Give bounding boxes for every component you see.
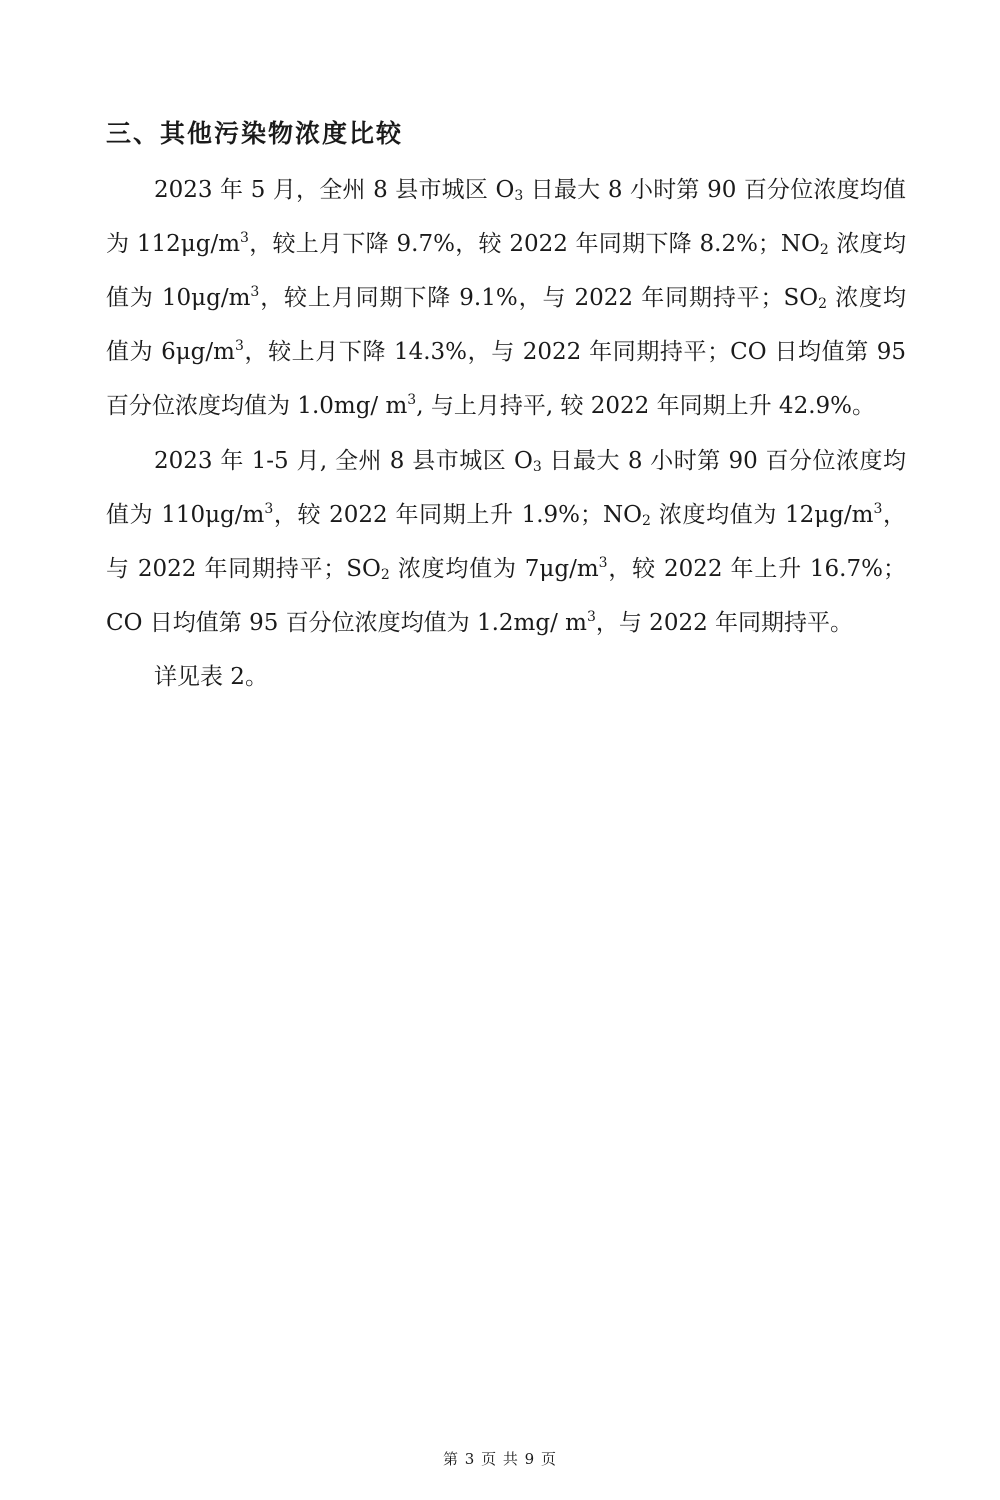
subscript: 2 xyxy=(819,242,829,258)
text-run: 2023 年 5 月，全州 8 县市城区 O xyxy=(154,177,515,203)
text-run: ，较上月同期下降 9.1%，与 2022 年同期持平；SO xyxy=(259,285,819,311)
superscript: 3 xyxy=(240,230,249,246)
subscript: 2 xyxy=(380,567,390,583)
text-run: , 与上月持平, 较 2022 年同期上升 42.9%。 xyxy=(416,393,875,419)
text-run: 浓度均值为 6μg/m xyxy=(106,285,907,365)
superscript: 3 xyxy=(586,609,596,625)
superscript: 3 xyxy=(264,501,274,517)
text-run: 日最大 8 小时第 90 百分位浓度均值为 110μg/m xyxy=(106,448,906,528)
text-run: ，与 2022 年同期持平。 xyxy=(595,610,854,636)
subscript: 2 xyxy=(642,513,651,529)
text-run: 浓度均值为 7μg/m xyxy=(389,556,599,582)
superscript: 3 xyxy=(598,555,608,571)
subscript: 3 xyxy=(532,459,542,475)
subscript: 2 xyxy=(818,296,828,312)
text-run: 2023 年 1-5 月, 全州 8 县市城区 O xyxy=(154,448,533,474)
text-run: 日最大 8 小时第 90 百分位浓度均值为 112μg/m xyxy=(106,177,906,257)
superscript: 3 xyxy=(407,392,417,408)
paragraph-see-table: 详见表 2。 xyxy=(154,664,268,690)
superscript: 3 xyxy=(234,338,244,354)
text-run: ，较 2022 年上升 16.7%；CO 日均值第 95 百分位浓度均值为 1.2mg/ m xyxy=(106,556,906,636)
paragraph-jan-may-2023 xyxy=(106,434,906,650)
text-run: 浓度均值为 10μg/m xyxy=(106,231,907,311)
page-footer: 第 3 页 共 9 页 xyxy=(443,1450,557,1468)
superscript: 3 xyxy=(250,284,260,300)
text-run: ，较上月下降 14.3%，与 2022 年同期持平；CO 日均值第 95 百分位浓度均值为 1.0mg/ m xyxy=(106,339,907,419)
paragraph-may-2023 xyxy=(106,163,906,433)
text-run: ，较 2022 年同期上升 1.9%；NO xyxy=(273,502,643,528)
subscript: 3 xyxy=(514,188,524,204)
text-run: 浓度均值为 12μg/m xyxy=(650,502,874,528)
text-run: ，较上月下降 9.7%，较 2022 年同期下降 8.2%；NO xyxy=(248,231,820,257)
superscript: 3 xyxy=(873,501,883,517)
text-run: ，与 2022 年同期持平；SO xyxy=(106,502,906,582)
section-heading: 三、其他污染物浓度比较 xyxy=(106,119,404,148)
